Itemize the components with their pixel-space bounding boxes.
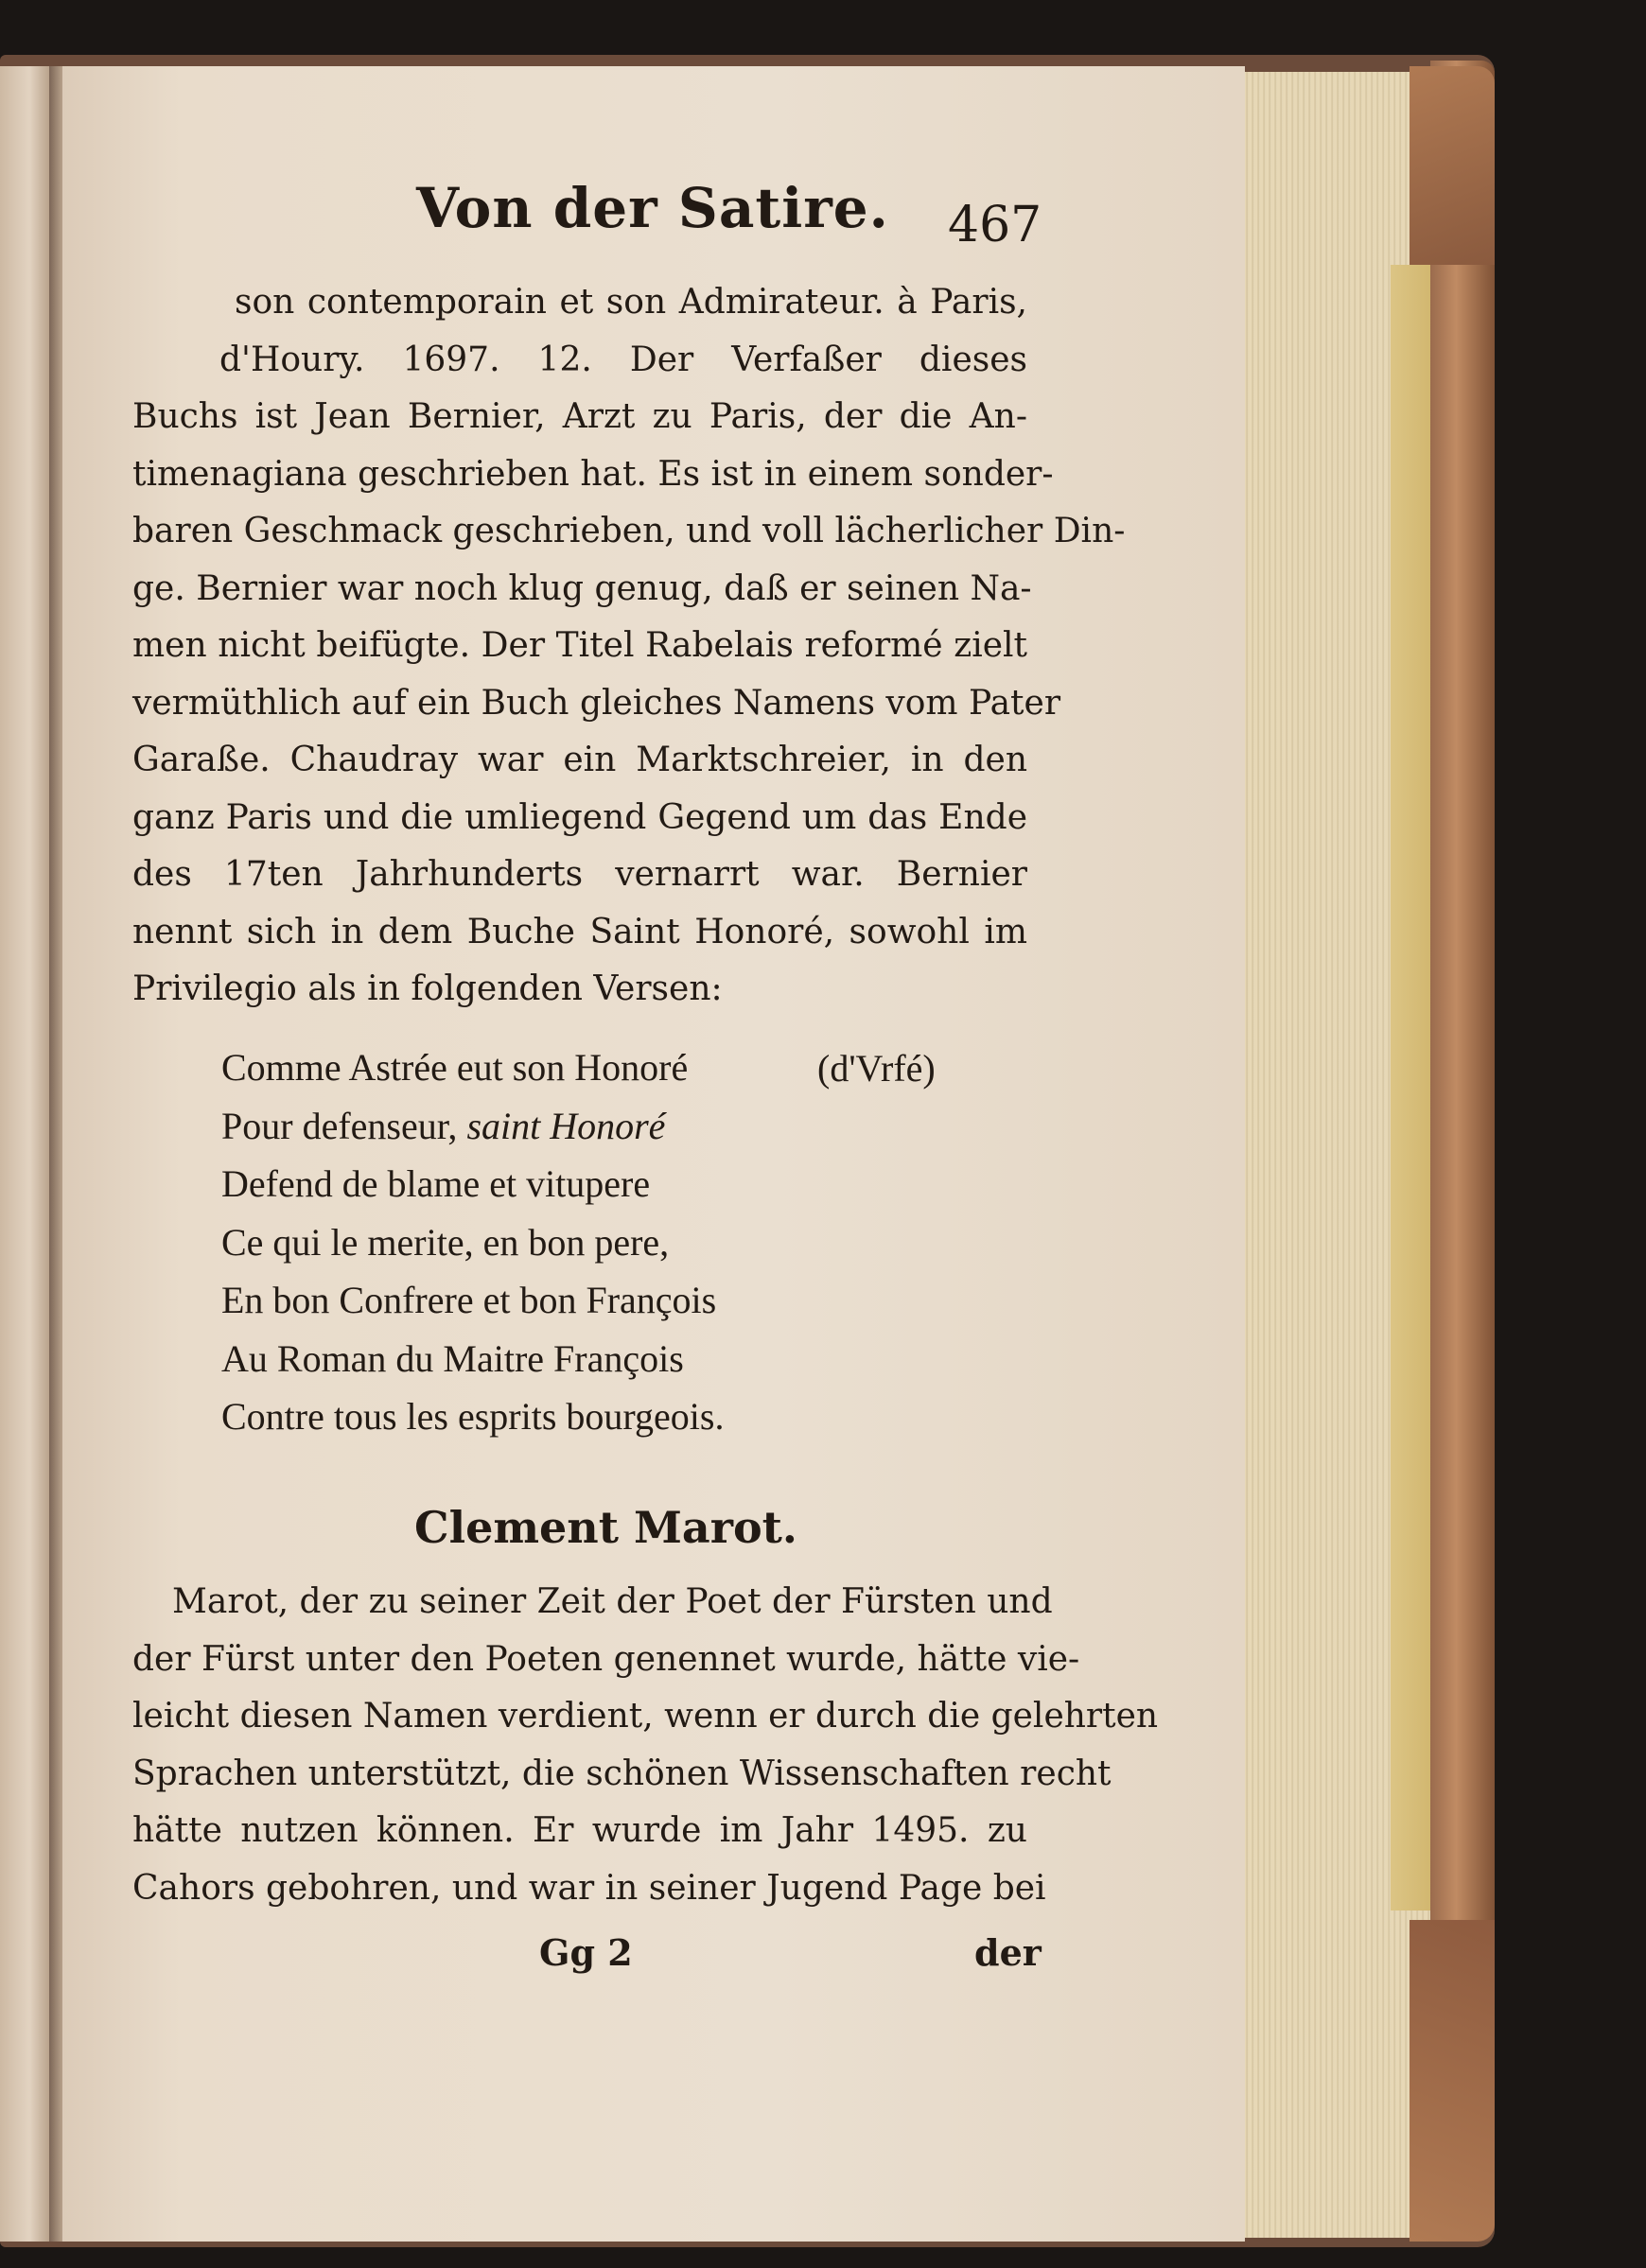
- text-line: Privilegio als in folgenden Versen:: [132, 969, 723, 1008]
- verse-block: [221, 1038, 724, 1446]
- verse-note: (d'Vrfé): [817, 1047, 936, 1090]
- text-line: ge. Bernier war noch klug genug, daß er seinen Na-: [132, 568, 1032, 608]
- verse-line: Au Roman du Maitre François: [221, 1336, 684, 1380]
- text-line: Sprachen unterstützt, die schönen Wissenschaften recht: [132, 1753, 1112, 1793]
- text-line: Marot, der zu seiner Zeit der Poet der Fürsten und: [172, 1582, 1053, 1621]
- catchword: der: [974, 1931, 1042, 1974]
- cover-corner-bottom: [1410, 1920, 1495, 2242]
- paragraph-1: [132, 274, 1126, 1019]
- verse-line: Ce qui le merite, en bon pere,: [221, 1220, 670, 1264]
- paragraph-2: [132, 1574, 1159, 1917]
- text-line: der Fürst unter den Poeten genennet wurde, hätte vie-: [132, 1639, 1080, 1679]
- verse-line: Defend de blame et vitupere: [221, 1162, 651, 1205]
- text-line: timenagiana geschrieben hat. Es ist in einem sonder-: [132, 454, 1054, 494]
- text-line: vermüthlich auf ein Buch gleiches Namens vom Pater: [132, 683, 1061, 723]
- text-line: Buchs ist Jean Bernier, Arzt zu Paris, der die An-: [132, 397, 1027, 436]
- text-line: leicht diesen Namen verdient, wenn er durch die gelehrten: [132, 1697, 1159, 1736]
- cover-corner-top: [1410, 66, 1495, 265]
- text-line: des 17ten Jahrhunderts vernarrt war. Bernier: [132, 855, 1027, 894]
- text-line: d'Houry. 1697. 12. Der Verfaßer dieses: [219, 340, 1027, 379]
- text-line: men nicht beifügte. Der Titel Rabelais reformé zielt: [132, 626, 1027, 665]
- text-line: Cahors gebohren, und war in seiner Jugend Page bei: [132, 1868, 1046, 1908]
- section-title: Clement Marot.: [414, 1502, 797, 1553]
- left-page-edge: [0, 66, 49, 2242]
- verse-italic: saint Honoré: [466, 1104, 666, 1147]
- verse-line: [221, 1097, 724, 1156]
- cover-edge: [1430, 61, 1495, 2236]
- verse-line: Comme Astrée eut son Honoré: [221, 1046, 689, 1089]
- verse-line: Contre tous les esprits bourgeois.: [221, 1395, 725, 1438]
- text-line: son contemporain et son Admirateur. à Paris,: [235, 283, 1027, 322]
- verse-line-text: Pour defenseur,: [221, 1104, 458, 1147]
- running-head: Von der Satire.: [416, 176, 889, 240]
- text-line: hätte nutzen können. Er wurde im Jahr 1495. zu: [132, 1811, 1027, 1850]
- signature-mark: Gg 2: [539, 1931, 633, 1974]
- verse-line: En bon Confrere et bon François: [221, 1279, 717, 1321]
- page-number: 467: [948, 197, 1042, 253]
- gutter: [49, 66, 62, 2242]
- text-line: Garaße. Chaudray war ein Marktschreier, in den: [132, 741, 1027, 779]
- text-line: ganz Paris und die umliegend Gegend um das Ende: [132, 797, 1027, 837]
- text-line: baren Geschmack geschrieben, und voll lächerlicher Din-: [132, 512, 1126, 550]
- text-line: nennt sich in dem Buche Saint Honoré, sowohl im: [132, 912, 1027, 951]
